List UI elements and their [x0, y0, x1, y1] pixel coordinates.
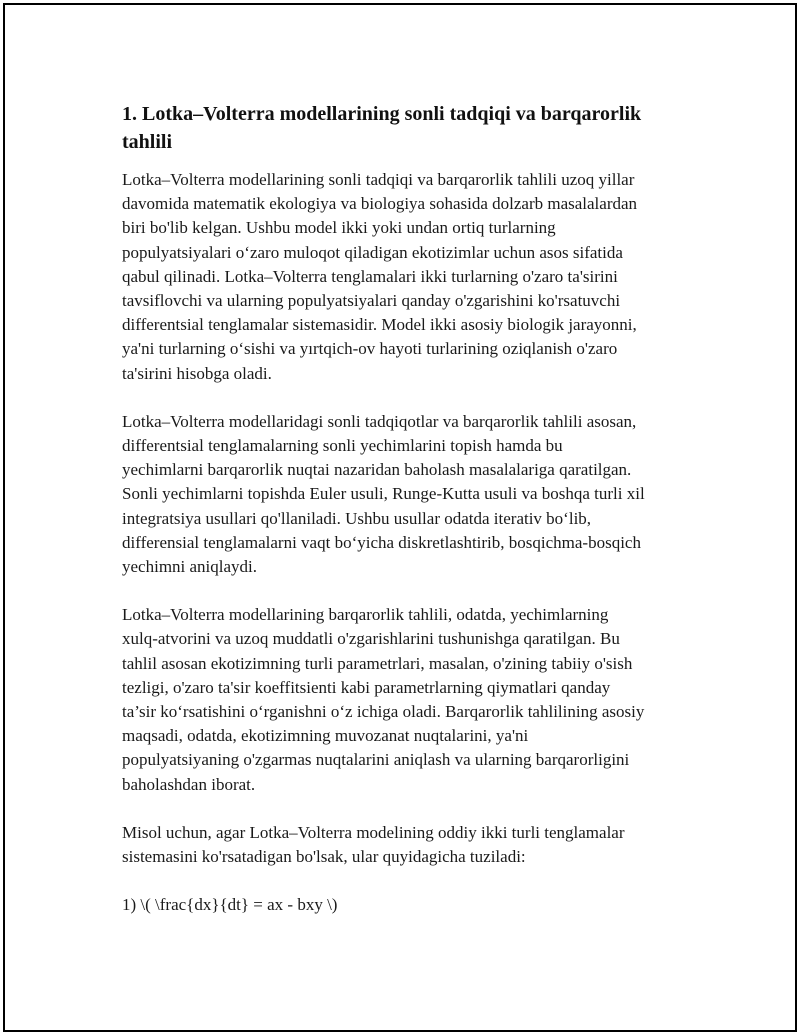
paragraph-stability-analysis: Lotka–Volterra modellarining barqarorlik tahlili, odatda, yechimlarning xulq-atvorini va uzoq muddatli o'zgarishlarini tushunishga qaratilgan. Bu tahlil asosan ekotizimning turli parametrlari, masalan, o'zining tabiiy o'sish tezligi, o'zaro ta'sir koeffitsienti kabi parametrlarning qiymatlari qanday ta’sir ko‘rsatishini o‘rganishni o‘z ichiga oladi. Barqarorlik tahlilining asosiy maqsadi, odatda, ekotizimning muvozanat nuqtalarini, ya'ni populyatsiyaning o'zgarmas nuqtalarini aniqlash va ularning barqarorligini baholashdan iborat.: [122, 605, 645, 794]
paragraph-intro: Lotka–Volterra modellarining sonli tadqiqi va barqarorlik tahlili uzoq yillar davomida matematik ekologiya va biologiya sohasida dolzarb masalalardan biri bo'lib kelgan. Ushbu model ikki yoki undan ortiq turlarning populyatsiyalari o‘zaro muloqot qiladigan ekotizimlar uchun asos sifatida qabul qilinadi. Lotka–Volterra tenglamalari ikki turlarning o'zaro ta'sirini tavsiflovchi va ularning populyatsiyalari qanday o'zgarishini ko'rsatuvchi differentsial tenglamalar sistemasidir. Model ikki asosiy biologik jarayonni, ya'ni turlarning o‘sishi va yırtqich-ov hayoti turlarining oziqlanish o'zaro ta'sirini hisobga oladi.: [122, 170, 638, 383]
equation-1: 1) \( \frac{dx}{dt} = ax - bxy \): [122, 895, 338, 915]
paragraph-numerical-methods: Lotka–Volterra modellaridagi sonli tadqiqotlar va barqarorlik tahlili asosan, differentsial tenglamalarning sonli yechimlarini topish hamda bu yechimlarni barqarorlik nuqtai nazaridan baholash masalalariga qaratilgan. Sonli yechimlarni topishda Euler usuli, Runge-Kutta usuli va boshqa turli xil integratsiya usullari qo'llaniladi. Ushbu usullar odatda iterativ bo‘lib, differensial tenglamalarni vaqt bo‘yicha diskretlashtirib, bosqichma-bosqich yechimni aniqlaydi.: [122, 411, 645, 577]
paragraph-example: Misol uchun, agar Lotka–Volterra modelining oddiy ikki turli tenglamalar sistemasini ko'rsatadigan bo'lsak, ular quyidagicha tuziladi:: [122, 822, 625, 867]
page-frame: [3, 3, 797, 1032]
section-heading: 1. Lotka–Volterra modellarining sonli tadqiqi va barqarorlik tahlili: [122, 103, 642, 153]
document-body: [122, 100, 694, 917]
